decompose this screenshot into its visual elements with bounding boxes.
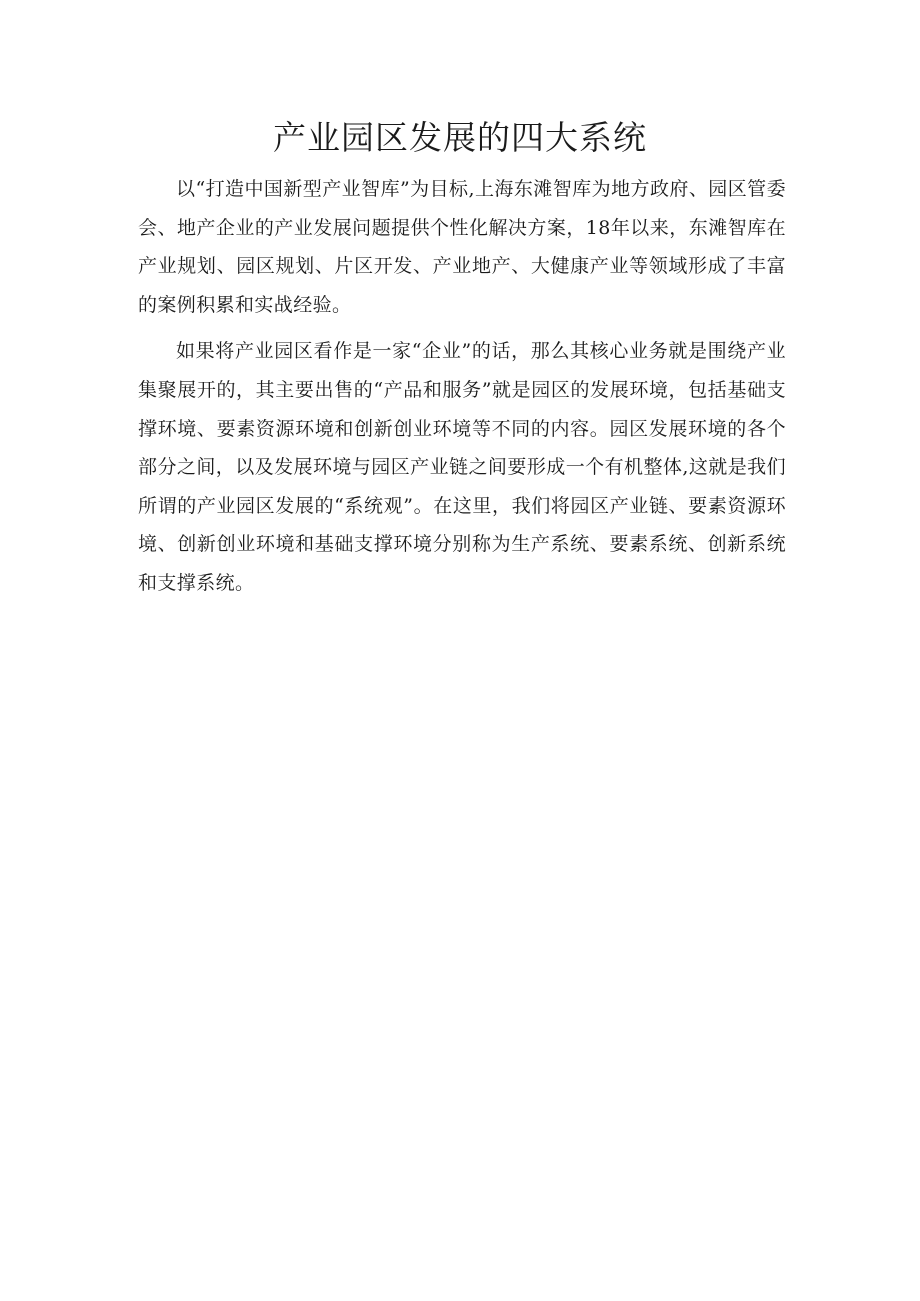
document-body bbox=[138, 170, 786, 611]
document-title: 产业园区发展的四大系统 bbox=[273, 118, 647, 157]
paragraph-system-view: 如果将产业园区看作是一家“企业”的话，那么其核心业务就是围绕产业集聚展开的，其主要出售的“产品和服务”就是园区的发展环境，包括基础支撑环境、要素资源环境和创新创业环境等不同的内容。园区发展环境的各个部分之间，以及发展环境与园区产业链之间要形成一个有机整体,这就是我们所谓的产业园区发展的“系统观”。在这里，我们将园区产业链、要素资源环境、创新创业环境和基础支撑环境分别称为生产系统、要素系统、创新系统和支撑系统。 bbox=[138, 340, 786, 594]
paragraph-intro: 以“打造中国新型产业智库”为目标,上海东滩智库为地方政府、园区管委会、地产企业的产业发展问题提供个性化解决方案，18年以来，东滩智库在产业规划、园区规划、片区开发、产业地产、大健康产业等领域形成了丰富的案例积累和实战经验。 bbox=[138, 178, 786, 316]
